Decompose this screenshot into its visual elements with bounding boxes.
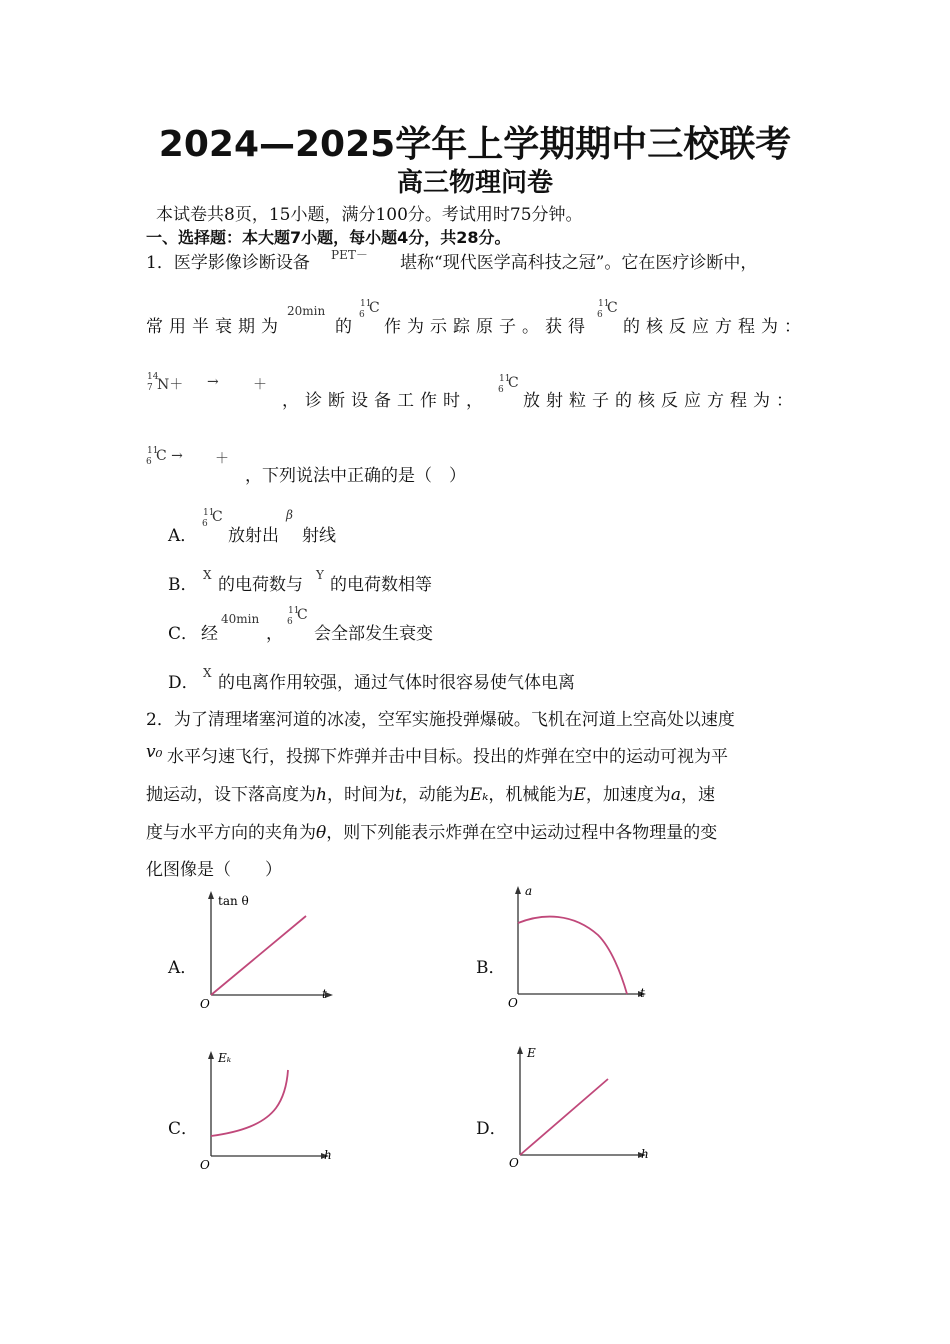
option-c-text-1: 经 xyxy=(201,624,218,644)
q1-line1b: 堪称“现代医学高科技之冠”。它在医疗诊断中， xyxy=(400,253,758,273)
option-a-label: A． xyxy=(168,526,198,546)
graph-b-origin: O xyxy=(508,996,518,1010)
exam-intro: 本试卷共8页，15小题，满分100分。考试用时75分钟。 xyxy=(156,205,583,225)
q2-line3: 抛运动，设下落高度为h，时间为t，动能为Eₖ，机械能为E，加速度为a，速 xyxy=(146,785,715,805)
c11-symbol-6: C xyxy=(297,607,308,623)
graph-c-origin: O xyxy=(200,1158,210,1172)
q2-v0: v₀ xyxy=(146,742,163,762)
q1-line2d: 的核反应方程为： xyxy=(623,317,807,337)
exam-subtitle: 高三物理问卷 xyxy=(396,168,553,198)
option-a-text-2: 射线 xyxy=(302,526,336,546)
q2-line4: 度与水平方向的夹角为θ，则下列能表示炸弹在空中运动过程中各物理量的变 xyxy=(146,823,718,843)
option-b-text-2: 的电荷数相等 xyxy=(330,575,432,595)
c11-mass-6: 11 xyxy=(288,606,300,616)
q1-line2c: 作为示踪原子。获得 xyxy=(384,317,591,337)
graph-c-xlabel: h xyxy=(324,1148,332,1162)
graph-a-option[interactable]: A． xyxy=(168,958,198,978)
option-b-y: Y xyxy=(316,568,324,582)
q2-line1: 2．为了清理堵塞河道的冰凌，空军实施投弹爆破。飞机在河道上空高处以速度 xyxy=(146,710,735,730)
option-d-label: D． xyxy=(168,673,199,693)
section-heading: 一、选择题：本大题7小题，每小题4分，共28分。 xyxy=(146,228,511,247)
graph-c-ylabel: Eₖ xyxy=(218,1051,232,1065)
q2-line2: 水平匀速飞行，投掷下炸弹并击中目标。投出的炸弹在空中的运动可视为平 xyxy=(167,747,728,767)
option-c[interactable] xyxy=(168,619,198,644)
graph-a xyxy=(196,888,346,1013)
c11-charge-4: 6 xyxy=(146,457,152,467)
q1-halflife: 20min xyxy=(287,304,326,318)
graph-a-line xyxy=(211,916,306,995)
n14-mass: 14 xyxy=(147,372,159,382)
graph-d-origin: O xyxy=(509,1156,519,1170)
q1-line1a: 1．医学影像诊断设备 xyxy=(146,253,310,273)
q1-line4b: ，下列说法中正确的是（ ） xyxy=(245,466,466,486)
graph-c-curve xyxy=(211,1070,288,1136)
option-c-comma: ， xyxy=(266,624,283,644)
n14-charge: 7 xyxy=(147,383,153,393)
option-b-x: X xyxy=(203,568,212,582)
c11-charge-3: 6 xyxy=(498,385,504,395)
eq2-arrow: C → xyxy=(156,448,183,464)
option-b-text-1: 的电荷数与 xyxy=(218,575,303,595)
graph-a-ylabel: tan θ xyxy=(218,894,249,908)
beta-symbol: β xyxy=(286,508,293,522)
c11-mass: 11 xyxy=(360,299,372,309)
c11-charge-5: 6 xyxy=(202,519,208,529)
c11-charge-6: 6 xyxy=(287,617,293,627)
graph-d-line xyxy=(520,1079,608,1155)
graph-b-ylabel: a xyxy=(525,884,533,898)
q1-line2b: 的 xyxy=(335,317,352,337)
option-b[interactable] xyxy=(168,570,198,595)
option-a[interactable] xyxy=(168,521,197,546)
c11-mass-5: 11 xyxy=(203,508,215,518)
q2-line5: 化图像是（ ） xyxy=(146,860,282,880)
option-a-text-1: 放射出 xyxy=(228,526,279,546)
option-c-text-2: 会全部发生衰变 xyxy=(314,624,433,644)
c11-charge: 6 xyxy=(359,310,365,320)
q1-line3c: 放射粒子的核反应方程为： xyxy=(523,391,799,411)
c11-symbol-3: C xyxy=(508,375,519,391)
c11-symbol: C xyxy=(369,300,380,316)
option-d-x: X xyxy=(203,666,212,680)
q1-line3b: ，诊断设备工作时， xyxy=(282,391,489,411)
graph-d-xlabel: h xyxy=(641,1147,649,1161)
eq1-arrow: → xyxy=(207,374,219,390)
graph-a-xlabel: t xyxy=(322,987,327,1001)
graph-a-origin: O xyxy=(200,997,210,1011)
c11-symbol-2: C xyxy=(607,300,618,316)
option-d-text: 的电离作用较强，通过气体时很容易使气体电离 xyxy=(218,673,575,693)
graph-d-ylabel: E xyxy=(527,1046,536,1060)
option-d[interactable] xyxy=(168,668,199,693)
c11-mass-2: 11 xyxy=(598,299,610,309)
exam-title: 2024—2025学年上学期期中三校联考 xyxy=(158,124,792,165)
c11-charge-2: 6 xyxy=(597,310,603,320)
graph-b-xlabel: t xyxy=(640,986,645,1000)
q1-pet: PET－ xyxy=(331,248,368,262)
option-c-label: C． xyxy=(168,624,199,644)
eq1-plus: ＋ xyxy=(253,377,267,393)
c11-symbol-5: C xyxy=(212,509,223,525)
eq1-n: N＋ xyxy=(157,377,184,393)
eq2-plus: ＋ xyxy=(215,451,229,467)
graph-d-option[interactable]: D． xyxy=(476,1119,507,1139)
graph-c-option[interactable]: C． xyxy=(168,1119,199,1139)
option-b-label: B． xyxy=(168,575,198,595)
graph-b-option[interactable]: B． xyxy=(476,958,506,978)
graph-b-curve xyxy=(518,917,627,994)
graph-d xyxy=(503,1043,663,1176)
c11-mass-4: 11 xyxy=(147,446,159,456)
option-c-time: 40min xyxy=(221,612,260,626)
graph-b xyxy=(503,883,663,1013)
q1-line2a: 常用半衰期为 xyxy=(146,317,284,337)
c11-mass-3: 11 xyxy=(499,374,511,384)
graph-c xyxy=(196,1048,346,1176)
